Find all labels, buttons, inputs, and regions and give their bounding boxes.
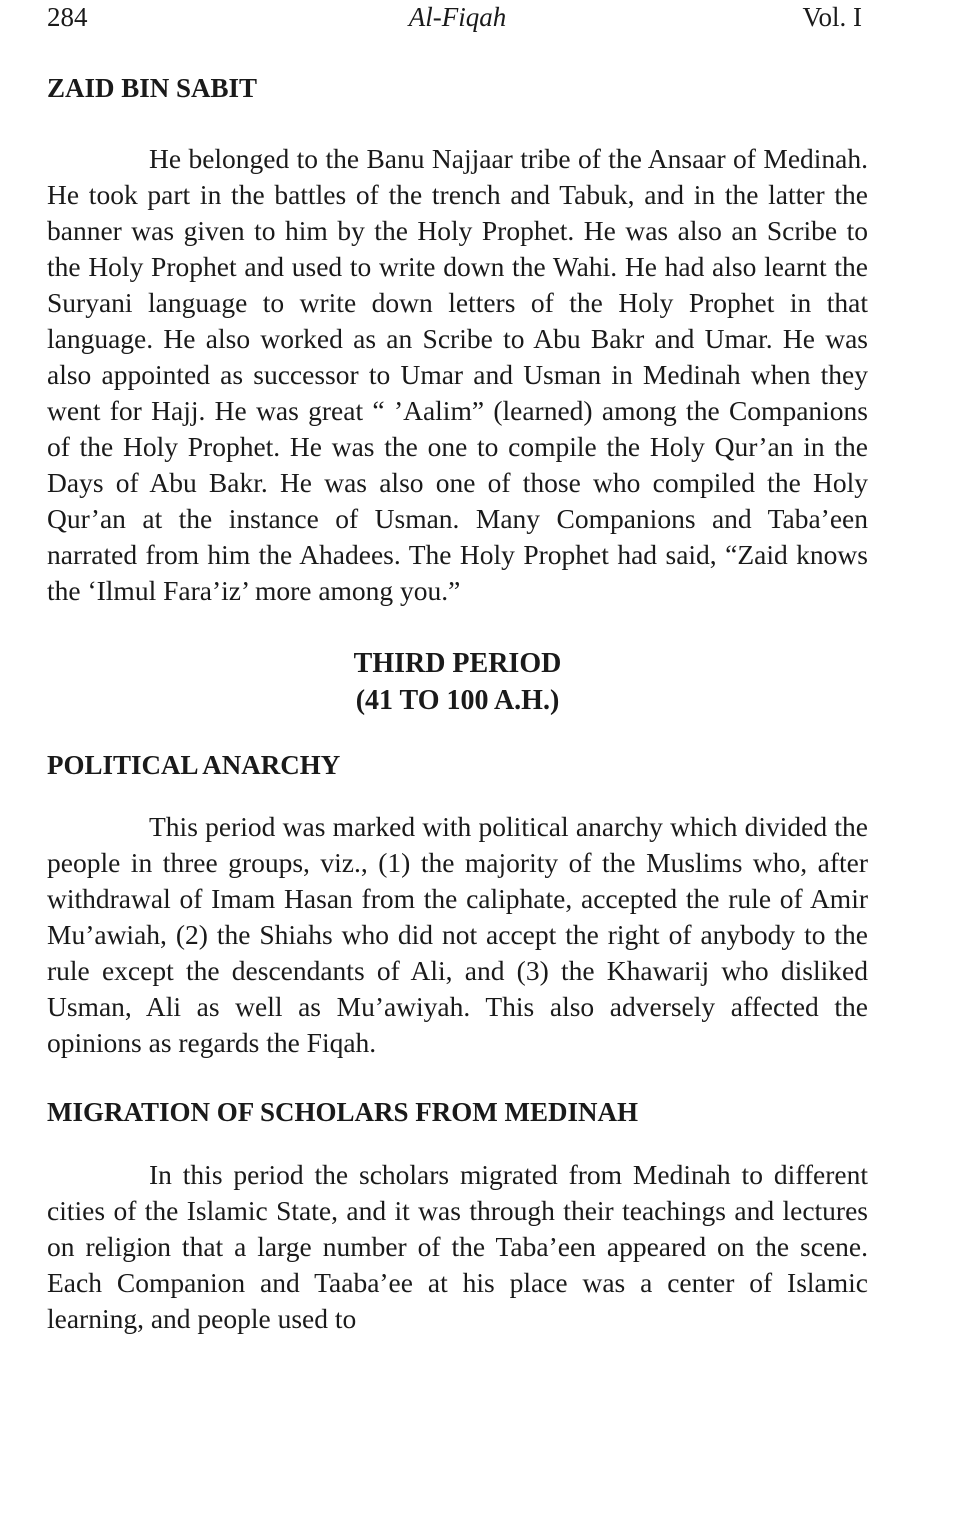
running-header (47, 0, 868, 40)
paragraph-migration-of-scholars: In this period the scholars migrated from Medinah to different cities of the Islamic State, and it was through their teachings and lectures on religion that a large number of the Taba’een appeared on the scene. Each Companion and Taaba’ee at his place was a center of Islamic learning, and people used to (47, 1159, 868, 1334)
book-title: Al-Fiqah (408, 2, 507, 32)
document-page (47, 0, 868, 1337)
heading-political-anarchy: POLITICAL ANARCHY (47, 750, 341, 780)
paragraph-political-anarchy: This period was marked with political anarchy which divided the people in three groups, viz., (1) the majority of the Muslims who, after withdrawal of Imam Hasan from the caliphate, accepted the rule of Amir Mu’awiah, (2) the Shiahs who did not accept the right of anybody to the rule except the descendants of Ali, and (3) the Khawarij who disliked Usman, Ali as well as Mu’awiyah. This also adversely affected the opinions as regards the Fiqah. (47, 811, 868, 1058)
heading-migration-of-scholars: MIGRATION OF SCHOLARS FROM MEDINAH (47, 1097, 639, 1127)
period-range: (41 TO 100 A.H.) (355, 685, 560, 716)
paragraph-zaid-bin-sabit: He belonged to the Banu Najjaar tribe of the Ansaar of Medinah. He took part in the battles of the trench and Tabuk, and in the latter the banner was given to him by the Holy Prophet. He was also an Scribe to the Holy Prophet and used to write down the Wahi. He had also learnt the Suryani language to write down letters of the Holy Prophet in that language. He also worked as an Scribe to Abu Bakr and Umar. He was also appointed as successor to Umar and Usman in Medinah when they went for Hajj. He was great “ ’Aalim” (learned) among the Companions of the Holy Prophet. He was the one to compile the Holy Qur’an in the Days of Abu Bakr. He was also one of those who compiled the Holy Qur’an at the instance of Usman. Many Companions and Taba’een narrated from him the Ahadees. The Holy Prophet had said, “Zaid knows the ‘Ilmul Fara’iz’ more among you.” (47, 143, 868, 606)
volume-label: Vol. I (802, 2, 862, 32)
period-title: THIRD PERIOD (353, 648, 562, 679)
heading-zaid-bin-sabit: ZAID BIN SABIT (47, 73, 258, 103)
page-number: 284 (47, 2, 88, 32)
